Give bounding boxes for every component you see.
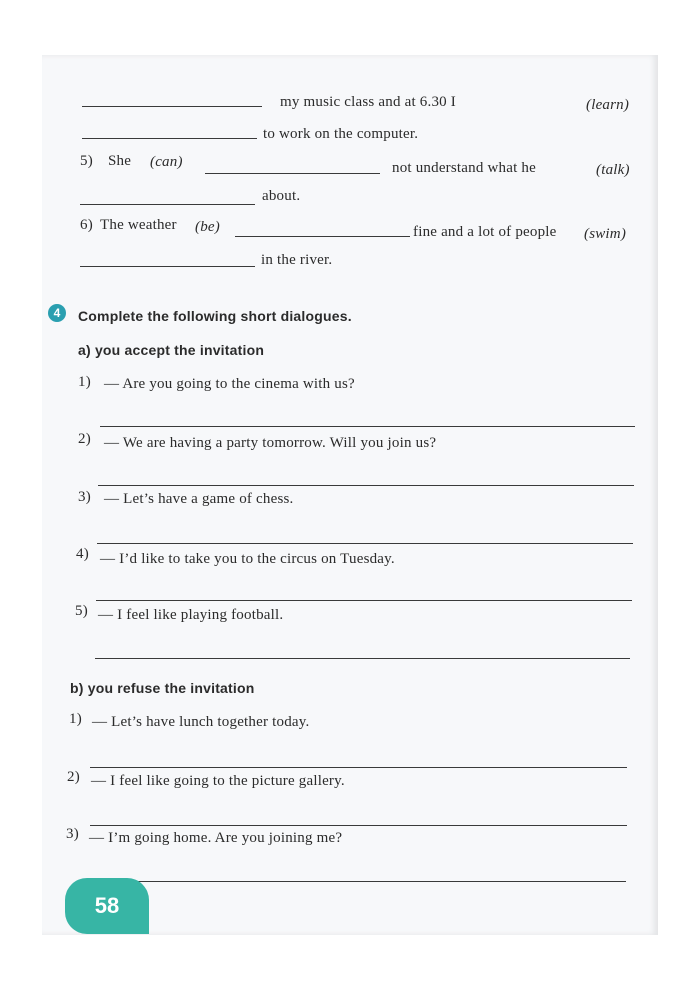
exercise-number-badge: 4	[48, 304, 66, 322]
dialogue-number: 3)	[66, 826, 79, 842]
verb-hint: (learn)	[586, 97, 630, 113]
answer-blank[interactable]	[82, 138, 257, 139]
dialogue-prompt: — I feel like playing football.	[98, 607, 284, 623]
dialogue-prompt: — We are having a party tomorrow. Will you join us?	[104, 435, 437, 451]
sentence-fragment: The weather	[100, 217, 177, 233]
answer-line[interactable]	[89, 881, 626, 882]
answer-line[interactable]	[90, 825, 627, 826]
dialogue-number: 2)	[67, 769, 80, 785]
dialogue-prompt: — I’d like to take you to the circus on Tuesday.	[100, 551, 395, 567]
dialogue-prompt: — I’m going home. Are you joining me?	[89, 830, 343, 846]
answer-blank[interactable]	[82, 106, 262, 107]
section-a-label: a) you accept the invitation	[78, 342, 265, 358]
exercise-title: Complete the following short dialogues.	[78, 308, 352, 324]
dialogue-prompt: — Are you going to the cinema with us?	[104, 376, 355, 392]
sentence-text	[280, 94, 456, 111]
sentence-fragment: my music class and at 6.30 I	[280, 94, 456, 110]
verb-hint: (be)	[195, 219, 220, 235]
answer-line[interactable]	[95, 658, 630, 659]
sentence-fragment: in the river.	[261, 252, 333, 268]
sentence-fragment: about.	[262, 188, 301, 204]
dialogue-number: 4)	[76, 546, 89, 562]
answer-line[interactable]	[97, 543, 633, 544]
verb-hint: (talk)	[596, 162, 630, 178]
answer-blank[interactable]	[205, 173, 380, 174]
dialogue-number: 5)	[75, 603, 88, 619]
sentence-fragment: not understand what he	[392, 160, 536, 176]
dialogue-number: 3)	[78, 489, 91, 505]
page-number: 58	[65, 878, 149, 934]
dialogue-number: 1)	[69, 711, 82, 727]
answer-line[interactable]	[100, 426, 635, 427]
item-number: 6)	[80, 217, 93, 233]
item-number: 5)	[80, 153, 93, 169]
verb-hint: (swim)	[584, 226, 627, 242]
dialogue-prompt: — Let’s have lunch together today.	[92, 714, 310, 730]
answer-line[interactable]	[96, 600, 632, 601]
section-b-label: b) you refuse the invitation	[70, 680, 255, 696]
answer-line[interactable]	[90, 767, 627, 768]
dialogue-number: 2)	[78, 431, 91, 447]
answer-line[interactable]	[98, 485, 634, 486]
sentence-text: to work on the computer.	[263, 126, 419, 142]
answer-blank[interactable]	[80, 266, 255, 267]
dialogue-number: 1)	[78, 374, 91, 390]
verb-hint: (can)	[150, 154, 183, 170]
sentence-fragment: fine and a lot of people	[413, 224, 557, 240]
answer-blank[interactable]	[235, 236, 410, 237]
dialogue-prompt: — I feel like going to the picture gallery.	[91, 773, 345, 789]
sentence-fragment: She	[108, 153, 132, 169]
answer-blank[interactable]	[80, 204, 255, 205]
dialogue-prompt: — Let’s have a game of chess.	[104, 491, 294, 507]
